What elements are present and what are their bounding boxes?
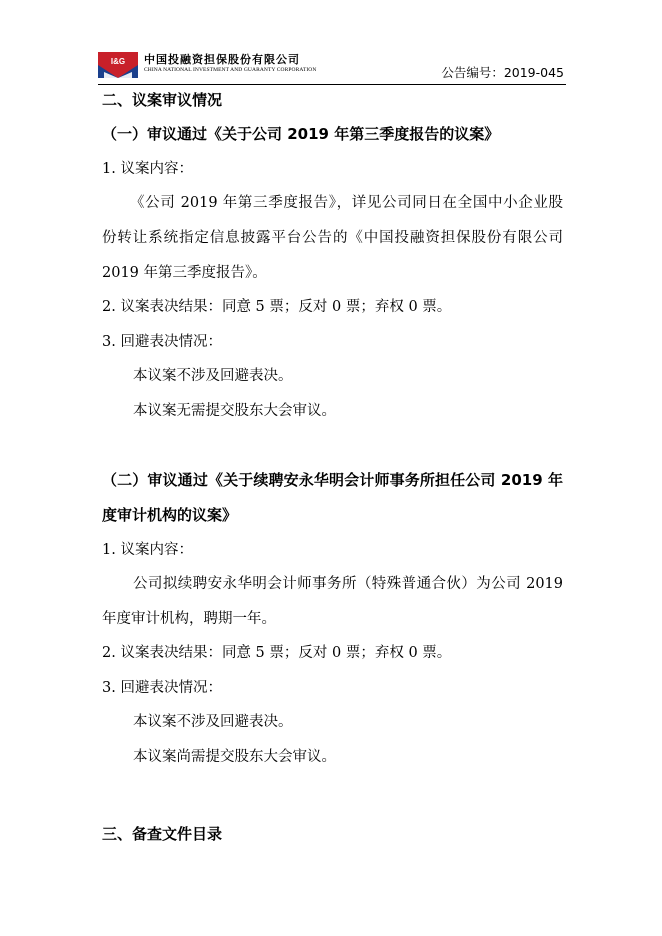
announcement-number: 公告编号：2019-045 (441, 65, 564, 80)
item-1-content-label: 1. 议案内容： (102, 161, 193, 177)
item-2-vote-result: 2. 议案表决结果：同意 5 票；反对 0 票；弃权 0 票。 (102, 645, 452, 661)
item-1-content-line: 《公司 2019 年第三季度报告》，详见公司同日在全国中小企业股 (130, 195, 563, 211)
item-2-avoid-text: 本议案不涉及回避表决。 (133, 714, 293, 730)
item-2-title-line: （二）审议通过《关于续聘安永华明会计师事务所担任公司 2019 年 (102, 471, 563, 489)
item-1-avoid-label: 3. 回避表决情况： (102, 334, 222, 350)
item-1-avoid-text: 本议案不涉及回避表决。 (133, 368, 293, 384)
item-2-avoid-label: 3. 回避表决情况： (102, 680, 222, 696)
item-1-vote-result: 2. 议案表决结果：同意 5 票；反对 0 票；弃权 0 票。 (102, 299, 452, 315)
company-name-en: CHINA NATIONAL INVESTMENT AND GUARANTY CORPORATION (144, 67, 317, 73)
item-1-title: （一）审议通过《关于公司 2019 年第三季度报告的议案》 (102, 125, 500, 143)
logo-text: I&G (110, 57, 126, 66)
item-2-content-line: 公司拟续聘安永华明会计师事务所（特殊普通合伙）为公司 2019 (133, 576, 563, 592)
item-1-content-line: 2019 年第三季度报告》。 (102, 265, 267, 281)
item-1-content-line: 份转让系统指定信息披露平台公告的《中国投融资担保股份有限公司 (102, 230, 563, 246)
company-name-cn: 中国投融资担保股份有限公司 (144, 53, 300, 66)
company-logo (98, 52, 138, 78)
section-2-title: 二、议案审议情况 (102, 91, 223, 109)
item-2-content-line: 年度审计机构，聘期一年。 (102, 611, 276, 627)
item-1-meeting-text: 本议案无需提交股东大会审议。 (133, 403, 336, 419)
section-3-title: 三、备查文件目录 (102, 825, 223, 843)
item-2-title-line: 度审计机构的议案》 (102, 506, 238, 524)
item-2-meeting-text: 本议案尚需提交股东大会审议。 (133, 749, 336, 765)
item-2-content-label: 1. 议案内容： (102, 542, 193, 558)
page-header (98, 50, 566, 85)
